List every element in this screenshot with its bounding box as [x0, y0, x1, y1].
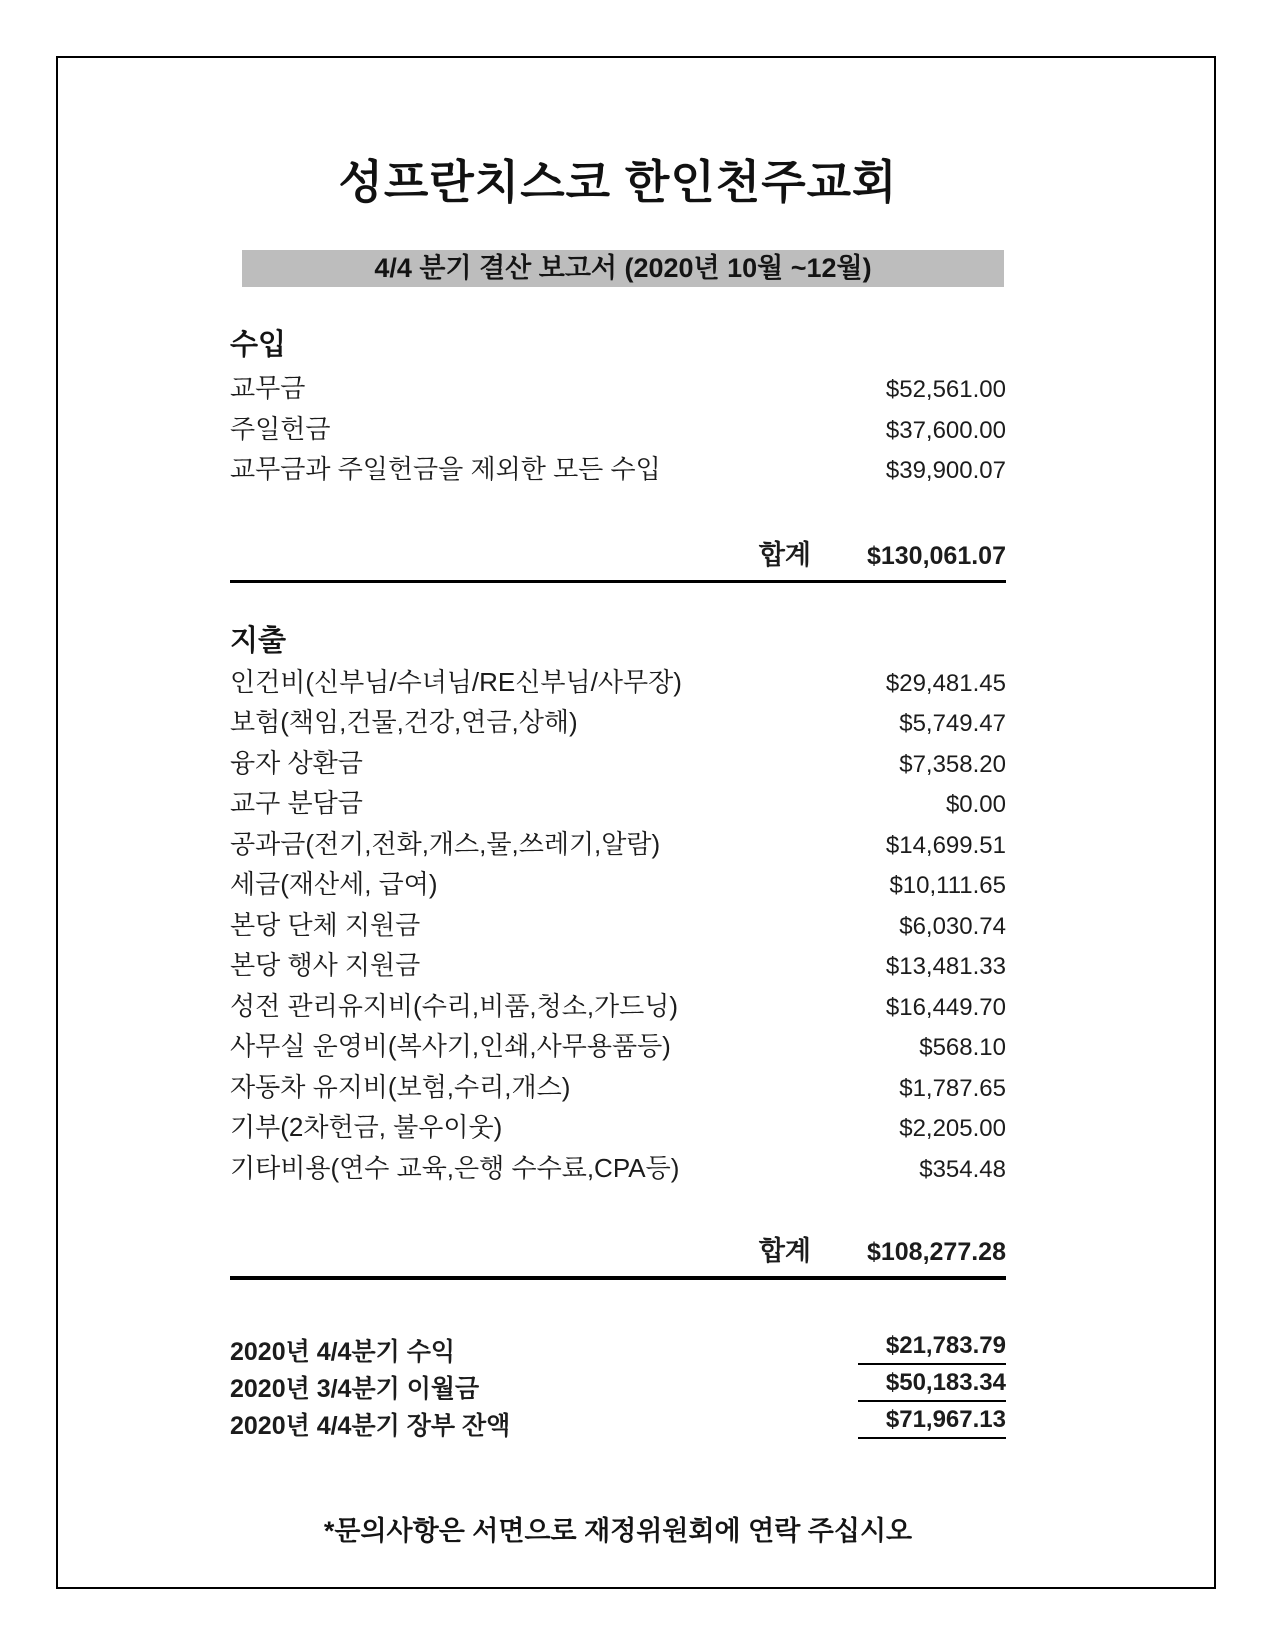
expense-row-amount: $13,481.33: [885, 953, 1006, 980]
summary-row-book-balance: [230, 1406, 1006, 1443]
income-row-amount: $37,600.00: [885, 416, 1006, 444]
expense-row-amount: $354.48: [919, 1155, 1006, 1183]
income-section-heading: 수입: [230, 329, 287, 361]
expense-row-label: 본당 행사 지원금: [230, 950, 421, 980]
expense-row: [230, 865, 1006, 906]
income-row-amount: $39,900.07: [885, 457, 1006, 484]
expense-row-label: 본당 단체 지원금: [230, 909, 421, 940]
income-total-row: [230, 533, 1006, 583]
expense-row-amount: $0.00: [945, 791, 1006, 818]
summary-row-label: 2020년 4/4분기 장부 잔액: [230, 1412, 511, 1440]
income-row: [230, 369, 1006, 410]
summary-row-label: 2020년 4/4분기 수익: [230, 1338, 456, 1366]
expense-row-label: 사무실 운영비(복사기,인쇄,사무용품등): [230, 1031, 671, 1061]
expense-row-label: 세금(재산세, 급여): [230, 869, 438, 899]
expense-row: [230, 1027, 1006, 1068]
expense-row: [230, 1068, 1006, 1109]
expense-row: [230, 1149, 1006, 1190]
income-row-label: 주일헌금: [230, 413, 331, 444]
income-total-amount: $130,061.07: [866, 541, 1006, 570]
expense-total-label: 합계: [758, 1236, 811, 1266]
expense-row: [230, 703, 1006, 744]
expense-row: [230, 825, 1006, 866]
expense-row: [230, 946, 1006, 987]
quarter-summary: [230, 1332, 1006, 1443]
summary-row-label: 2020년 3/4분기 이월금: [230, 1375, 480, 1403]
summary-row-amount: $50,183.34: [858, 1369, 1006, 1402]
expense-row: [230, 1108, 1006, 1149]
report-page-border: [56, 56, 1216, 1589]
expense-row: [230, 744, 1006, 785]
expense-total-row: [230, 1229, 1006, 1280]
summary-row-net-income: [230, 1332, 1006, 1369]
expense-row: [230, 663, 1006, 704]
report-subtitle-bar: 4/4 분기 결산 보고서 (2020년 10월 ~12월): [242, 250, 1004, 287]
expense-row-label: 기타비용(연수 교육,은행 수수료,CPA등): [230, 1152, 680, 1183]
expense-row-amount: $6,030.74: [899, 912, 1006, 940]
expense-row-amount: $10,111.65: [889, 872, 1006, 899]
expense-row: [230, 906, 1006, 947]
expense-row-label: 보험(책임,건물,건강,연금,상해): [230, 707, 578, 737]
expense-row-label: 융자 상환금: [230, 747, 363, 778]
expense-row-label: 성전 관리유지비(수리,비품,청소,가드닝): [230, 990, 679, 1021]
expense-row-amount: $1,787.65: [899, 1074, 1006, 1102]
income-total-label: 합계: [758, 539, 811, 570]
income-row: [230, 450, 1006, 491]
expense-row-amount: $29,481.45: [885, 669, 1006, 697]
summary-row-carryover: [230, 1369, 1006, 1406]
expense-row-amount: $568.10: [919, 1034, 1006, 1061]
income-row-amount: $52,561.00: [885, 376, 1006, 403]
page-title: 성프란치스코 한인천주교회: [338, 156, 898, 208]
expense-row: [230, 987, 1006, 1028]
expense-row-label: 자동차 유지비(보험,수리,개스): [230, 1071, 571, 1102]
income-rows: [230, 369, 1006, 491]
summary-row-amount: $71,967.13: [858, 1406, 1006, 1439]
expense-row-label: 인건비(신부님/수녀님/RE신부님/사무장): [230, 666, 682, 697]
expense-row: [230, 784, 1006, 825]
expense-row-label: 기부(2차헌금, 불우이웃): [230, 1112, 503, 1142]
expense-row-amount: $7,358.20: [899, 750, 1006, 778]
income-row-label: 교무금과 주일헌금을 제외한 모든 수입: [230, 454, 661, 484]
contact-note: *문의사항은 서면으로 재정위원회에 연락 주십시오: [323, 1516, 913, 1546]
expense-row-amount: $2,205.00: [899, 1115, 1006, 1142]
expense-row-label: 공과금(전기,전화,개스,물,쓰레기,알람): [230, 828, 661, 859]
expense-rows: [230, 663, 1006, 1190]
expense-total-amount: $108,277.28: [866, 1238, 1006, 1266]
income-row-label: 교무금: [230, 373, 306, 403]
expense-row-label: 교구 분담금: [230, 788, 363, 818]
expense-row-amount: $14,699.51: [885, 831, 1006, 859]
expense-section-heading: 지출: [230, 624, 287, 657]
income-row: [230, 410, 1006, 451]
expense-row-amount: $5,749.47: [899, 710, 1006, 737]
report-content: [230, 58, 1006, 1548]
summary-row-amount: $21,783.79: [858, 1332, 1006, 1365]
expense-row-amount: $16,449.70: [885, 993, 1006, 1021]
